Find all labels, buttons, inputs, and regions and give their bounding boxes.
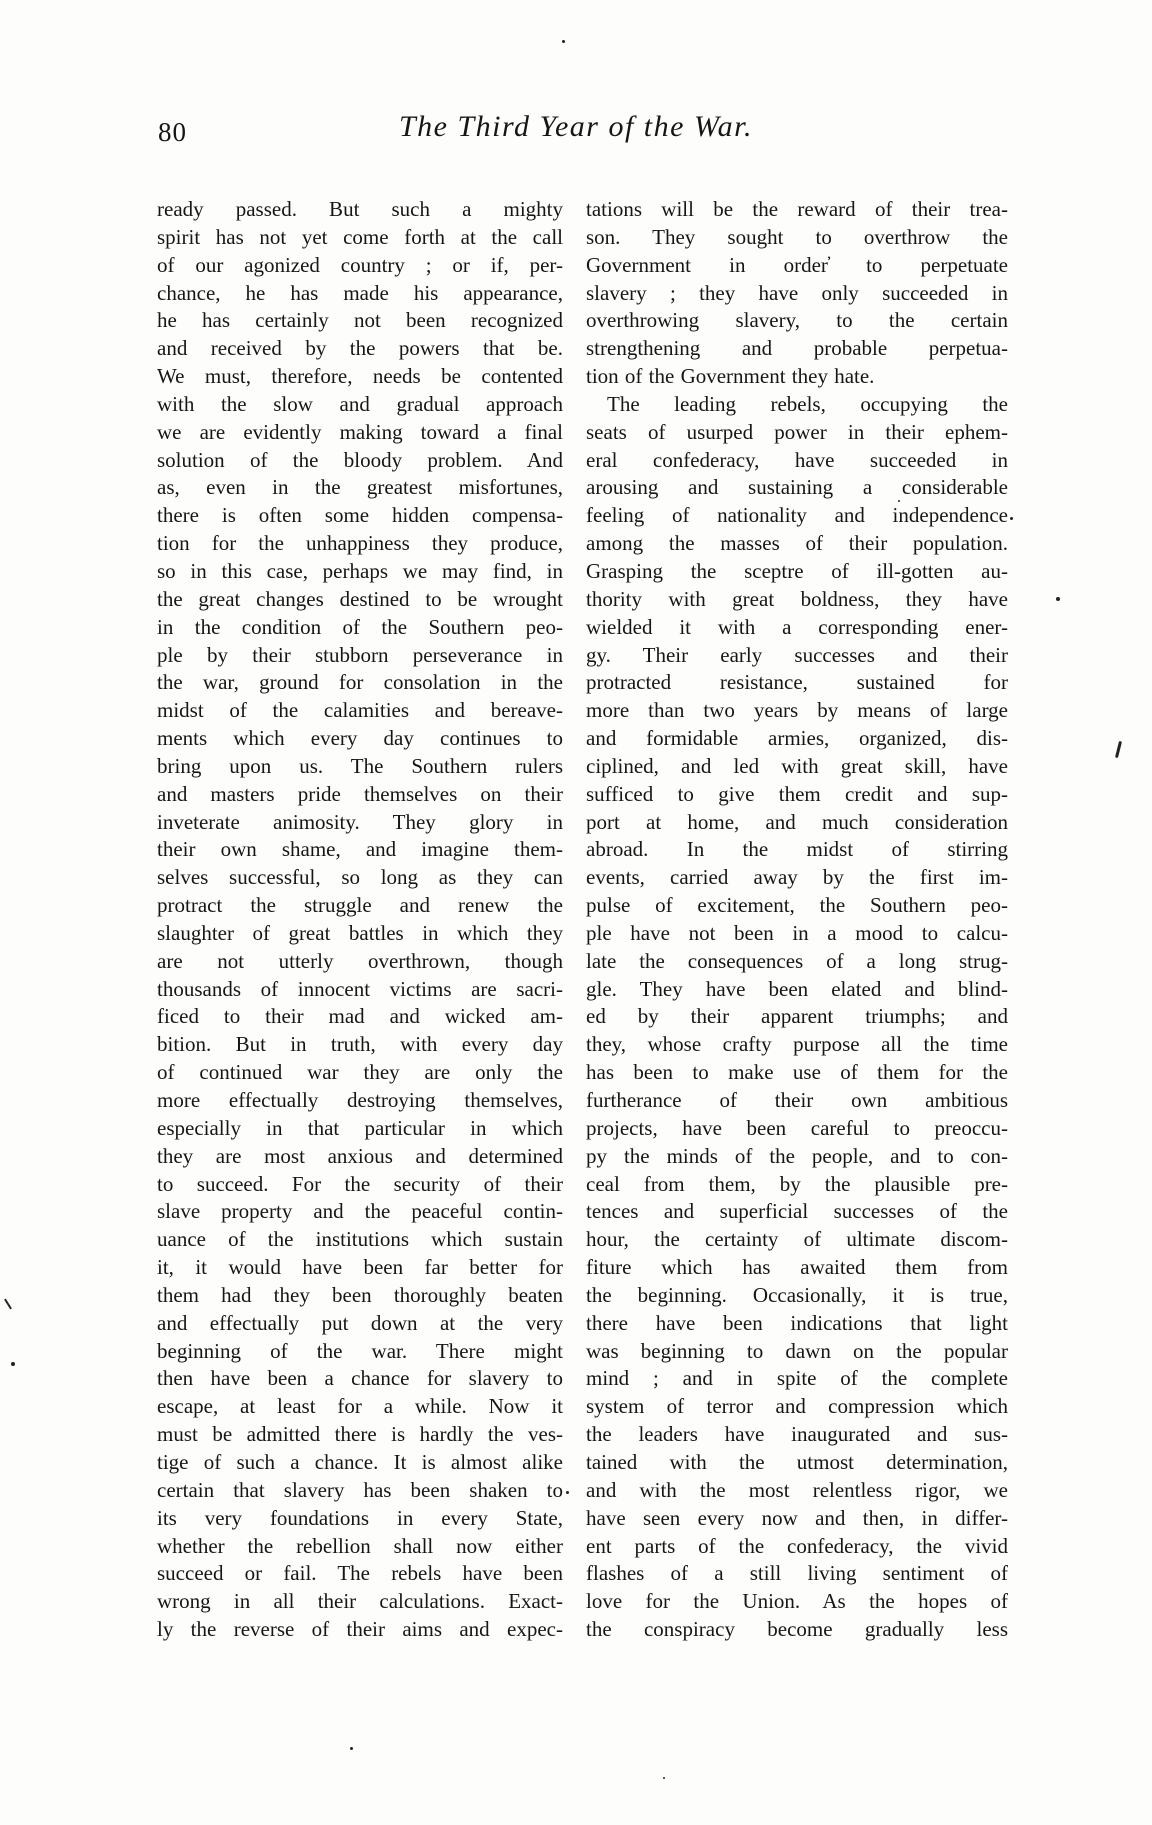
text-line: mind ; and in spite of the complete [586, 1366, 1008, 1391]
text-line: then have been a chance for slavery to [157, 1366, 563, 1391]
text-line: furtherance of their own ambitious [586, 1088, 1008, 1112]
right-text-column [586, 196, 1008, 1644]
ink-speck-artifact [898, 500, 900, 502]
text-line: tained with the utmost determination, [586, 1449, 1008, 1474]
text-line: the beginning. Occasionally, it is true, [586, 1282, 1008, 1307]
text-line: tige of such a chance. It is almost alike [157, 1449, 563, 1474]
text-line: the war, ground for consolation in the [157, 670, 563, 695]
text-line: protract the struggle and renew the [157, 893, 563, 918]
text-line: with the slow and gradual approach [157, 391, 563, 416]
text-line: thority with great boldness, they have [586, 586, 1008, 611]
text-line: they, whose crafty purpose all the time [586, 1032, 1008, 1057]
text-line: inveterate animosity. They glory in [157, 809, 563, 834]
text-line: ments which every day continues to [157, 726, 563, 751]
ink-speck-artifact [4, 1298, 12, 1309]
ink-speck-artifact [1010, 517, 1013, 520]
text-line: ceal from them, by the plausible pre- [586, 1171, 1008, 1196]
text-line: overthrowing slavery, to the certain [586, 308, 1008, 333]
text-line: We must, therefore, needs be contented [157, 364, 563, 389]
text-line: sufficed to give them credit and sup- [586, 781, 1008, 806]
text-line: are not utterly overthrown, though [157, 948, 563, 973]
text-line: whether the rebellion shall now either [157, 1533, 563, 1558]
text-line: selves successful, so long as they can [157, 865, 563, 890]
ink-speck-artifact [350, 1747, 353, 1750]
text-line: strengthening and probable perpetua- [586, 336, 1008, 361]
text-line: slavery ; they have only succeeded in [586, 280, 1008, 305]
text-line: escape, at least for a while. Now it [157, 1394, 563, 1419]
text-line: protracted resistance, sustained for [586, 670, 1008, 695]
text-line: The leading rebels, occupying the [607, 391, 1008, 416]
text-line: of our agonized country ; or if, per- [157, 252, 563, 277]
text-line: tences and superficial successes of the [586, 1199, 1008, 1224]
text-line: gy. Their early successes and their [586, 642, 1008, 667]
text-line: as, even in the greatest misfortunes, [157, 475, 563, 500]
text-line: fiture which has awaited them from [586, 1255, 1008, 1280]
text-line: slave property and the peaceful contin- [157, 1199, 563, 1224]
text-line: we are evidently making toward a final [157, 419, 563, 444]
text-line: gle. They have been elated and blind- [586, 976, 1008, 1001]
ink-speck-artifact [566, 1491, 569, 1494]
text-line: wrong in all their calculations. Exact- [157, 1589, 563, 1614]
text-line: bring upon us. The Southern rulers [157, 753, 563, 778]
text-line: tion for the unhappiness they produce, [157, 531, 563, 556]
text-line: spirit has not yet come forth at the call [157, 224, 563, 249]
text-line: seats of usurped power in their ephem- [586, 419, 1008, 444]
text-line: and with the most relentless rigor, we [586, 1477, 1008, 1502]
text-line: and formidable armies, organized, dis- [586, 726, 1008, 751]
text-line: system of terror and compression which [586, 1394, 1008, 1419]
text-line: the conspiracy become gradually less [586, 1617, 1008, 1642]
paragraph [586, 196, 1008, 391]
text-line: solution of the bloody problem. And [157, 447, 563, 472]
left-text-column [157, 196, 563, 1644]
text-line: they are most anxious and determined [157, 1143, 563, 1168]
text-line: flashes of a still living sentiment of [586, 1561, 1008, 1586]
text-line: beginning of the war. There might [157, 1338, 563, 1363]
text-line: projects, have been careful to preoccu- [586, 1115, 1008, 1140]
text-line: tion of the Government they hate. [586, 364, 875, 389]
text-line: to succeed. For the security of their [157, 1171, 563, 1196]
text-line: them had they been thoroughly beaten [157, 1282, 563, 1307]
paragraph [586, 391, 1008, 1644]
text-line: there have been indications that light [586, 1310, 1008, 1335]
text-line: midst of the calamities and bereave- [157, 698, 563, 723]
text-line: love for the Union. As the hopes of [586, 1589, 1008, 1614]
text-line: ple by their stubborn perseverance in [157, 642, 563, 667]
text-line: abroad. In the midst of stirring [586, 837, 1008, 862]
text-line: ready passed. But such a mighty [157, 197, 563, 221]
ink-speck-artifact [11, 1362, 15, 1366]
text-line: among the masses of their population. [586, 531, 1008, 556]
text-line: have seen every now and then, in differ- [586, 1505, 1008, 1530]
text-line: wielded it with a corresponding ener- [586, 614, 1008, 639]
text-line: must be admitted there is hardly the ves- [157, 1422, 563, 1447]
text-line: py the minds of the people, and to con- [586, 1143, 1008, 1168]
text-line: pulse of excitement, the Southern peo- [586, 893, 1008, 918]
text-line: hour, the certainty of ultimate discom- [586, 1227, 1008, 1252]
text-line: events, carried away by the first im- [586, 865, 1008, 890]
page-header [0, 108, 1152, 164]
text-line: slaughter of great battles in which they [157, 920, 563, 945]
text-line: their own shame, and imagine them- [157, 837, 563, 862]
text-line: ly the reverse of their aims and expec- [157, 1617, 563, 1642]
text-line: ficed to their mad and wicked am- [157, 1004, 563, 1029]
text-line: ciplined, and led with great skill, have [586, 753, 1008, 778]
text-line: more effectually destroying themselves, [157, 1088, 563, 1112]
running-title: The Third Year of the War. [398, 110, 754, 143]
text-line: he has certainly not been recognized [157, 308, 563, 333]
text-line: in the condition of the Southern peo- [157, 614, 563, 639]
text-line: the leaders have inaugurated and sus- [586, 1422, 1008, 1447]
text-line: Government in order̕ to perpetuate [586, 252, 1008, 277]
text-line: of continued war they are only the [157, 1060, 563, 1085]
text-line: Grasping the sceptre of ill-gotten au- [586, 558, 1008, 583]
text-line: certain that slavery has been shaken to [157, 1477, 563, 1502]
text-line: port at home, and much consideration [586, 809, 1008, 834]
text-line: eral confederacy, have succeeded in [586, 447, 1008, 472]
text-line: uance of the institutions which sustain [157, 1227, 563, 1252]
text-line: ed by their apparent triumphs; and [586, 1004, 1008, 1029]
text-line: feeling of nationality and independence [586, 503, 1008, 528]
text-line: there is often some hidden compensa- [157, 503, 563, 528]
text-line: and masters pride themselves on their [157, 781, 563, 806]
ink-speck-artifact [562, 40, 565, 43]
text-line: was beginning to dawn on the popular [586, 1338, 1008, 1363]
text-line: so in this case, perhaps we may find, in [157, 558, 563, 583]
text-line: late the consequences of a long strug- [586, 948, 1008, 973]
paragraph [157, 196, 563, 1644]
text-line: chance, he has made his appearance, [157, 280, 563, 305]
text-line: has been to make use of them for the [586, 1060, 1008, 1085]
ink-speck-artifact [663, 1777, 665, 1779]
text-line: son. They sought to overthrow the [586, 224, 1008, 249]
text-line: and received by the powers that be. [157, 336, 563, 361]
text-line: especially in that particular in which [157, 1115, 563, 1140]
text-line: its very foundations in every State, [157, 1505, 563, 1530]
text-line: and effectually put down at the very [157, 1310, 563, 1335]
text-line: thousands of innocent victims are sacri- [157, 976, 563, 1001]
text-line: bition. But in truth, with every day [157, 1032, 563, 1057]
text-line: tations will be the reward of their trea- [586, 197, 1008, 221]
page-number: 80 [158, 117, 187, 147]
text-line: ple have not been in a mood to calcu- [586, 920, 1008, 945]
text-line: more than two years by means of large [586, 698, 1008, 723]
text-line: succeed or fail. The rebels have been [157, 1561, 563, 1586]
text-line: the great changes destined to be wrought [157, 586, 563, 611]
ink-speck-artifact [1115, 741, 1122, 758]
text-line: it, it would have been far better for [157, 1255, 563, 1280]
text-line: arousing and sustaining a considerable [586, 475, 1008, 500]
text-line: ent parts of the confederacy, the vivid [586, 1533, 1008, 1558]
ink-speck-artifact [1056, 597, 1060, 601]
